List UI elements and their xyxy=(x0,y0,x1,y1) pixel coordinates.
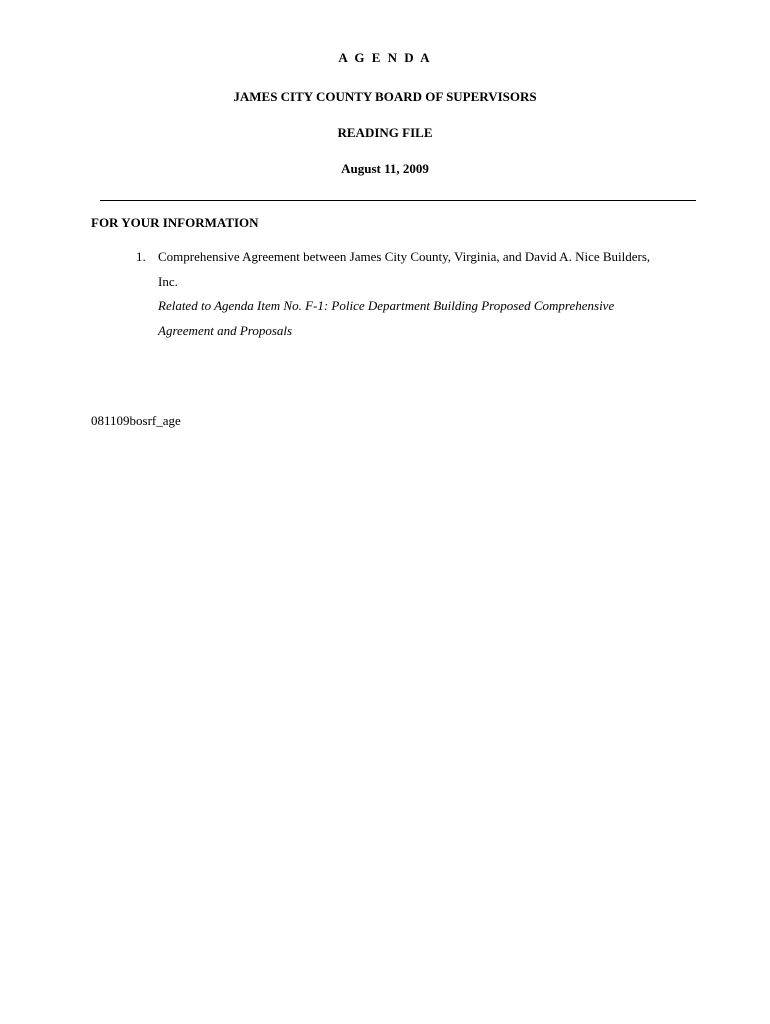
section-heading: FOR YOUR INFORMATION xyxy=(91,215,259,230)
reading-file-title: READING FILE xyxy=(337,125,433,140)
agenda-title: A G E N D A xyxy=(338,50,432,65)
file-identifier: 081109bosrf_age xyxy=(91,413,181,428)
board-title: JAMES CITY COUNTY BOARD OF SUPERVISORS xyxy=(233,89,537,104)
meeting-date: August 11, 2009 xyxy=(341,161,429,176)
item-related-note: Related to Agenda Item No. F-1: Police Department Building Proposed Comprehensive Agreement and Proposals xyxy=(158,298,615,338)
item-title: Comprehensive Agreement between James City County, Virginia, and David A. Nice Builders, Inc. xyxy=(158,249,651,289)
list-item xyxy=(158,245,658,343)
horizontal-divider xyxy=(100,200,696,201)
item-number: 1. xyxy=(136,249,146,264)
